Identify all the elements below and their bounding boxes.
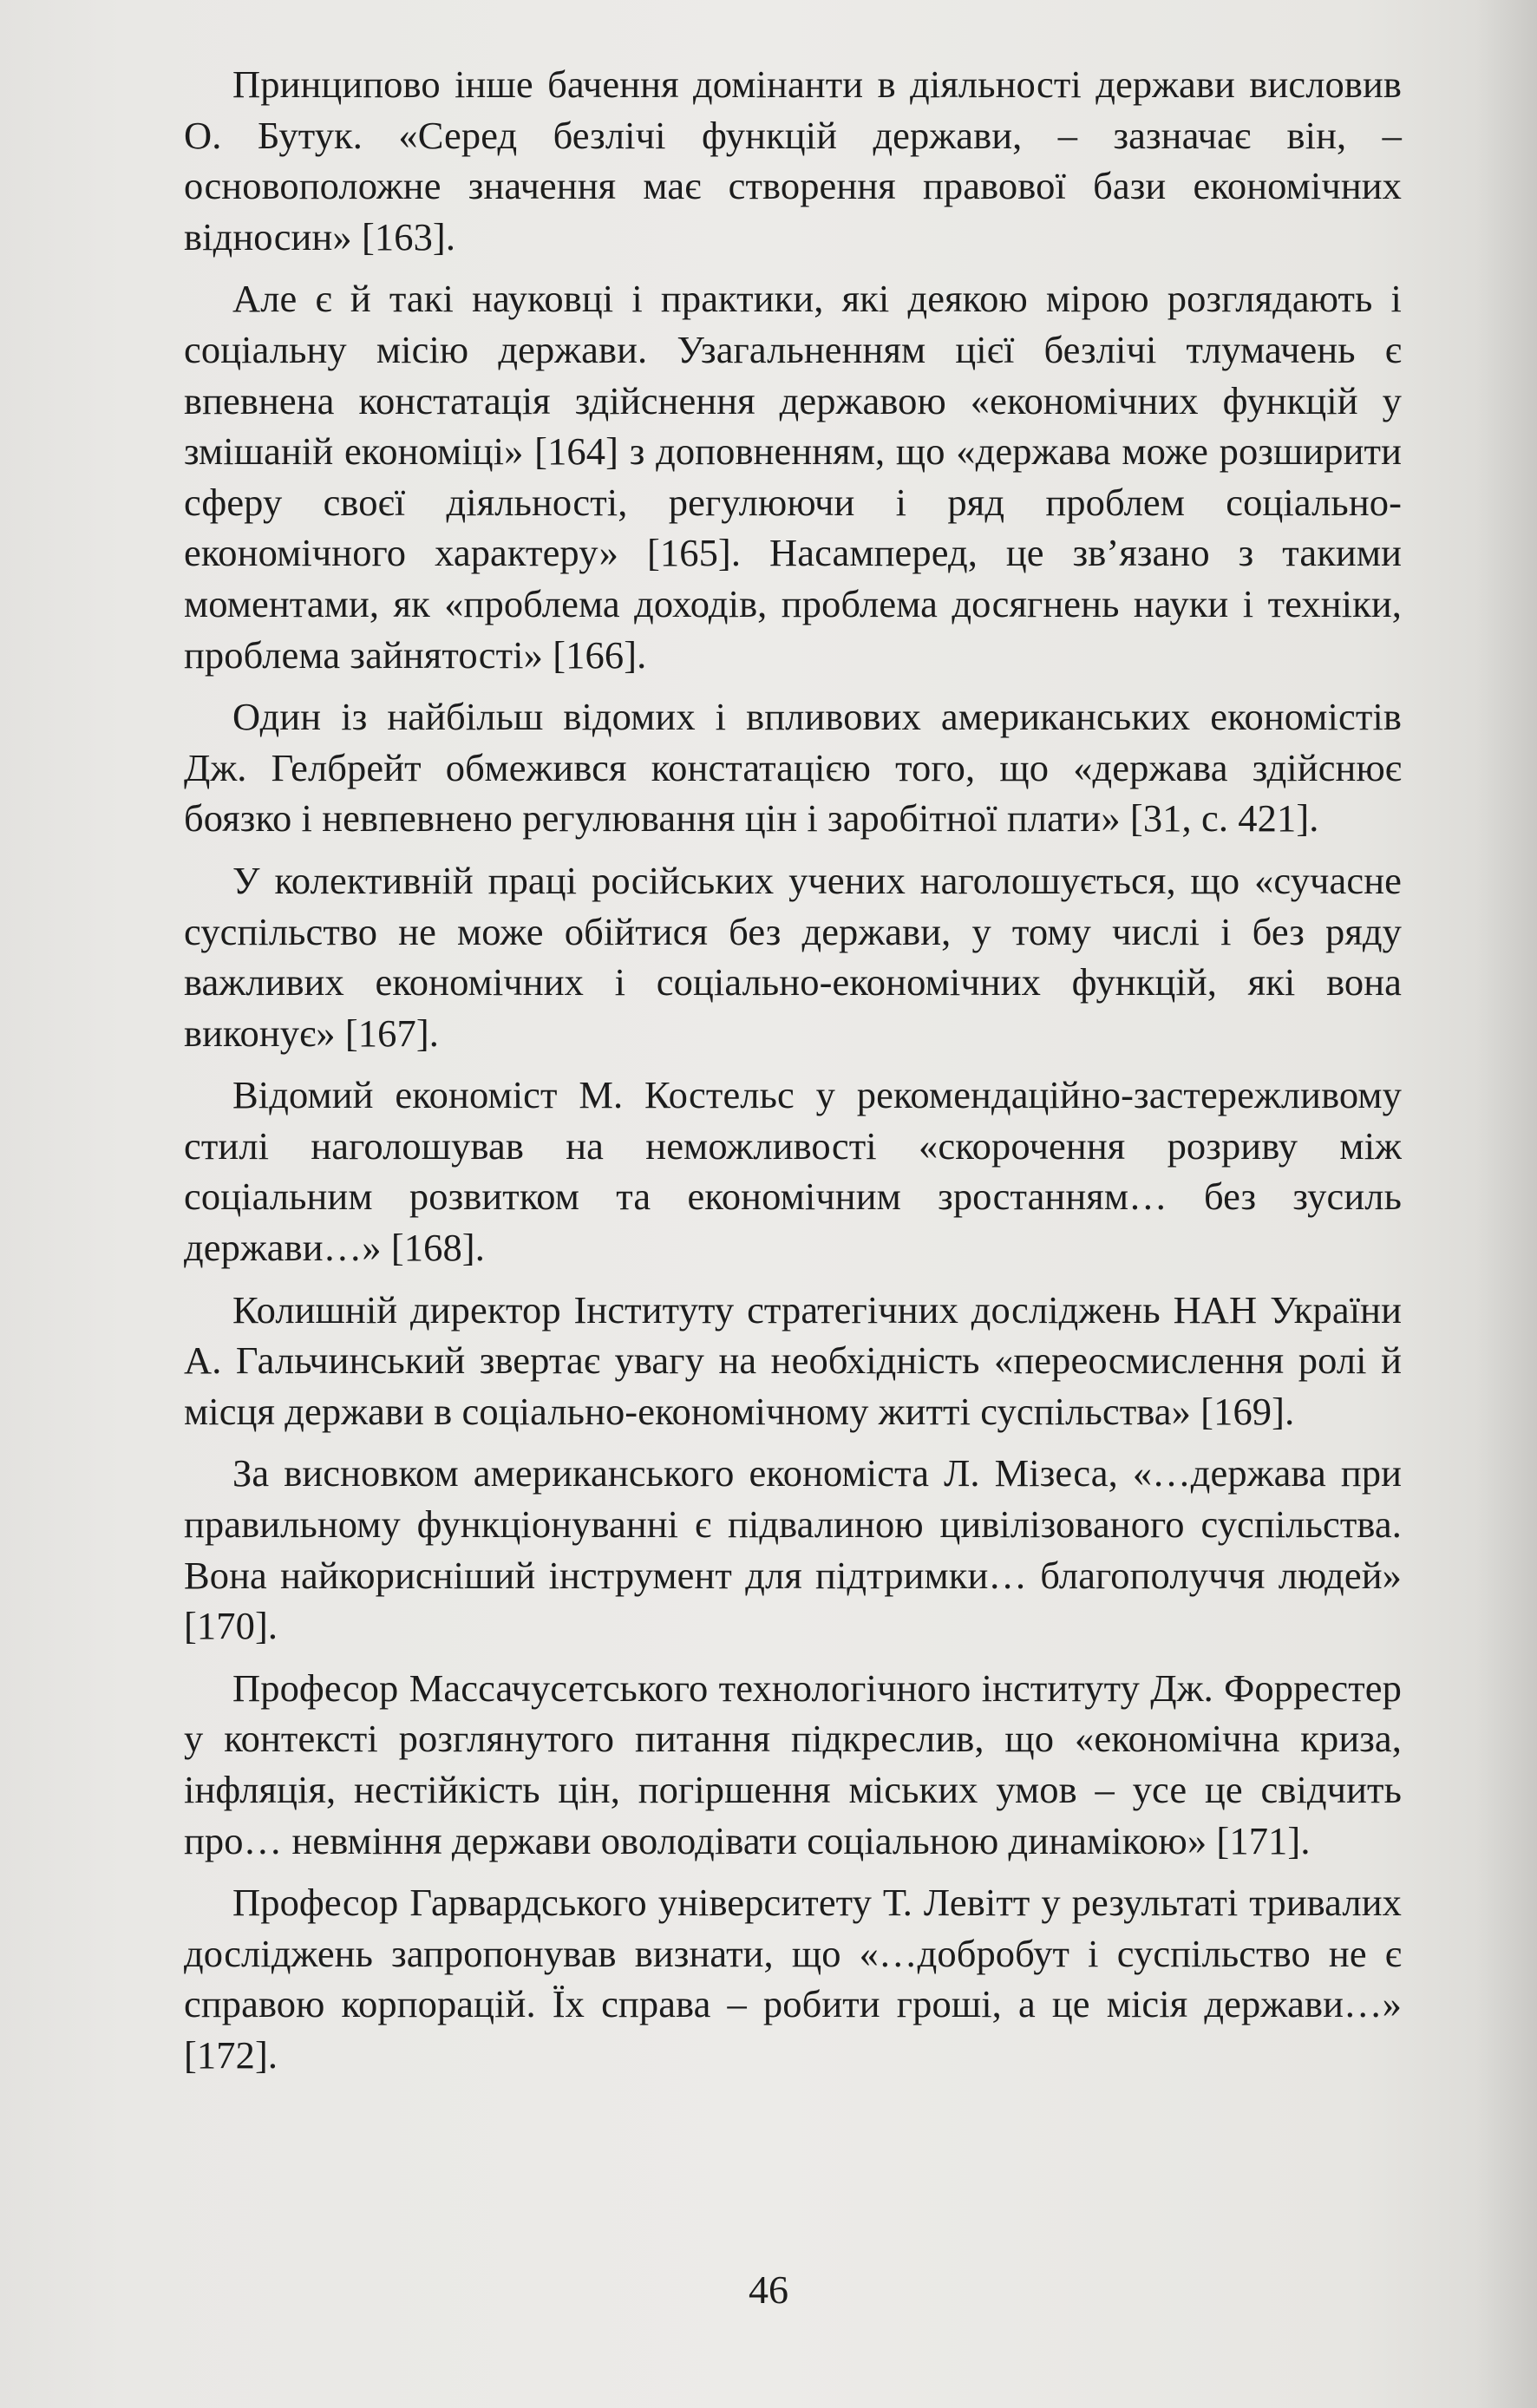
paragraph-9: Професор Гарвардського університету Т. Левітт у результаті тривалих досліджень запропонував визнати, що «…добробут і суспільство не є справою корпорацій. Їх справа – робити гроші, а це місія держави…» [172]. (184, 1881, 1402, 2077)
paragraph-5: Відомий економіст М. Костельс у рекомендаційно-застережливому стилі наголошував на неможливості «скорочення розриву між соціальним розвитком та економічним зростанням… без зусиль держави…» [168]. (184, 1073, 1402, 1270)
paragraph-2: Але є й такі науковці і практики, які деякою мірою розглядають і соціальну місію держави. Узагальненням цієї безлічі тлумачень є впевнена констатація здійснення державою «економічних функцій у змішаній економіці» [164] з доповненням, що «держава може розширити сферу своєї діяльності, регулюючи і ряд проблем соціально-економічного характеру» [165]. Насамперед, це зв’язано з такими моментами, як «проблема доходів, проблема досягнень науки і техніки, проблема зайнятості» [166]. (184, 277, 1402, 677)
paragraph-1: Принципово інше бачення домінанти в діяльності держави висловив О. Бутук. «Серед безлічі функцій держави, – зазначає він, – основоположне значення має створення правової бази економічних відносин» [163]. (184, 62, 1402, 258)
paragraph-6: Колишній директор Інституту стратегічних досліджень НАН України А. Гальчинський звертає увагу на необхідність «переосмислення ролі й місця держави в соціально-економічному житті суспільства» [169]. (184, 1287, 1402, 1433)
paragraph-3: Один із найбільш відомих і впливових американських економістів Дж. Гелбрейт обмежився констатацією того, що «держава здійснює боязко і невпевнено регулювання цін і заробітної плати» [31, с. 421]. (184, 695, 1402, 841)
paragraph-8: Професор Массачусетського технологічного інституту Дж. Форрестер у контексті розглянутого питання підкреслив, що «економічна криза, інфляція, нестійкість цін, погіршення міських умов – усе це свідчить про… невміння держави оволодівати соціальною динамікою» [171]. (184, 1665, 1402, 1862)
paragraph-7: За висновком американського економіста Л. Мізеса, «…держава при правильному функціонуванні є підвалиною цивілізованого суспільства. Вона найкорисніший інструмент для підтримки… благополуччя людей» [170]. (184, 1451, 1402, 1648)
page-number: 46 (749, 2267, 788, 2312)
page-edge-shadow (1476, 0, 1537, 2408)
paragraph-4: У колективній праці російських учених наголошується, що «сучасне суспільство не може обійтися без держави, у тому числі і без ряду важливих економічних і соціально-економічних функцій, які вона виконує» [167]. (184, 858, 1402, 1055)
body-text (184, 59, 1402, 2092)
